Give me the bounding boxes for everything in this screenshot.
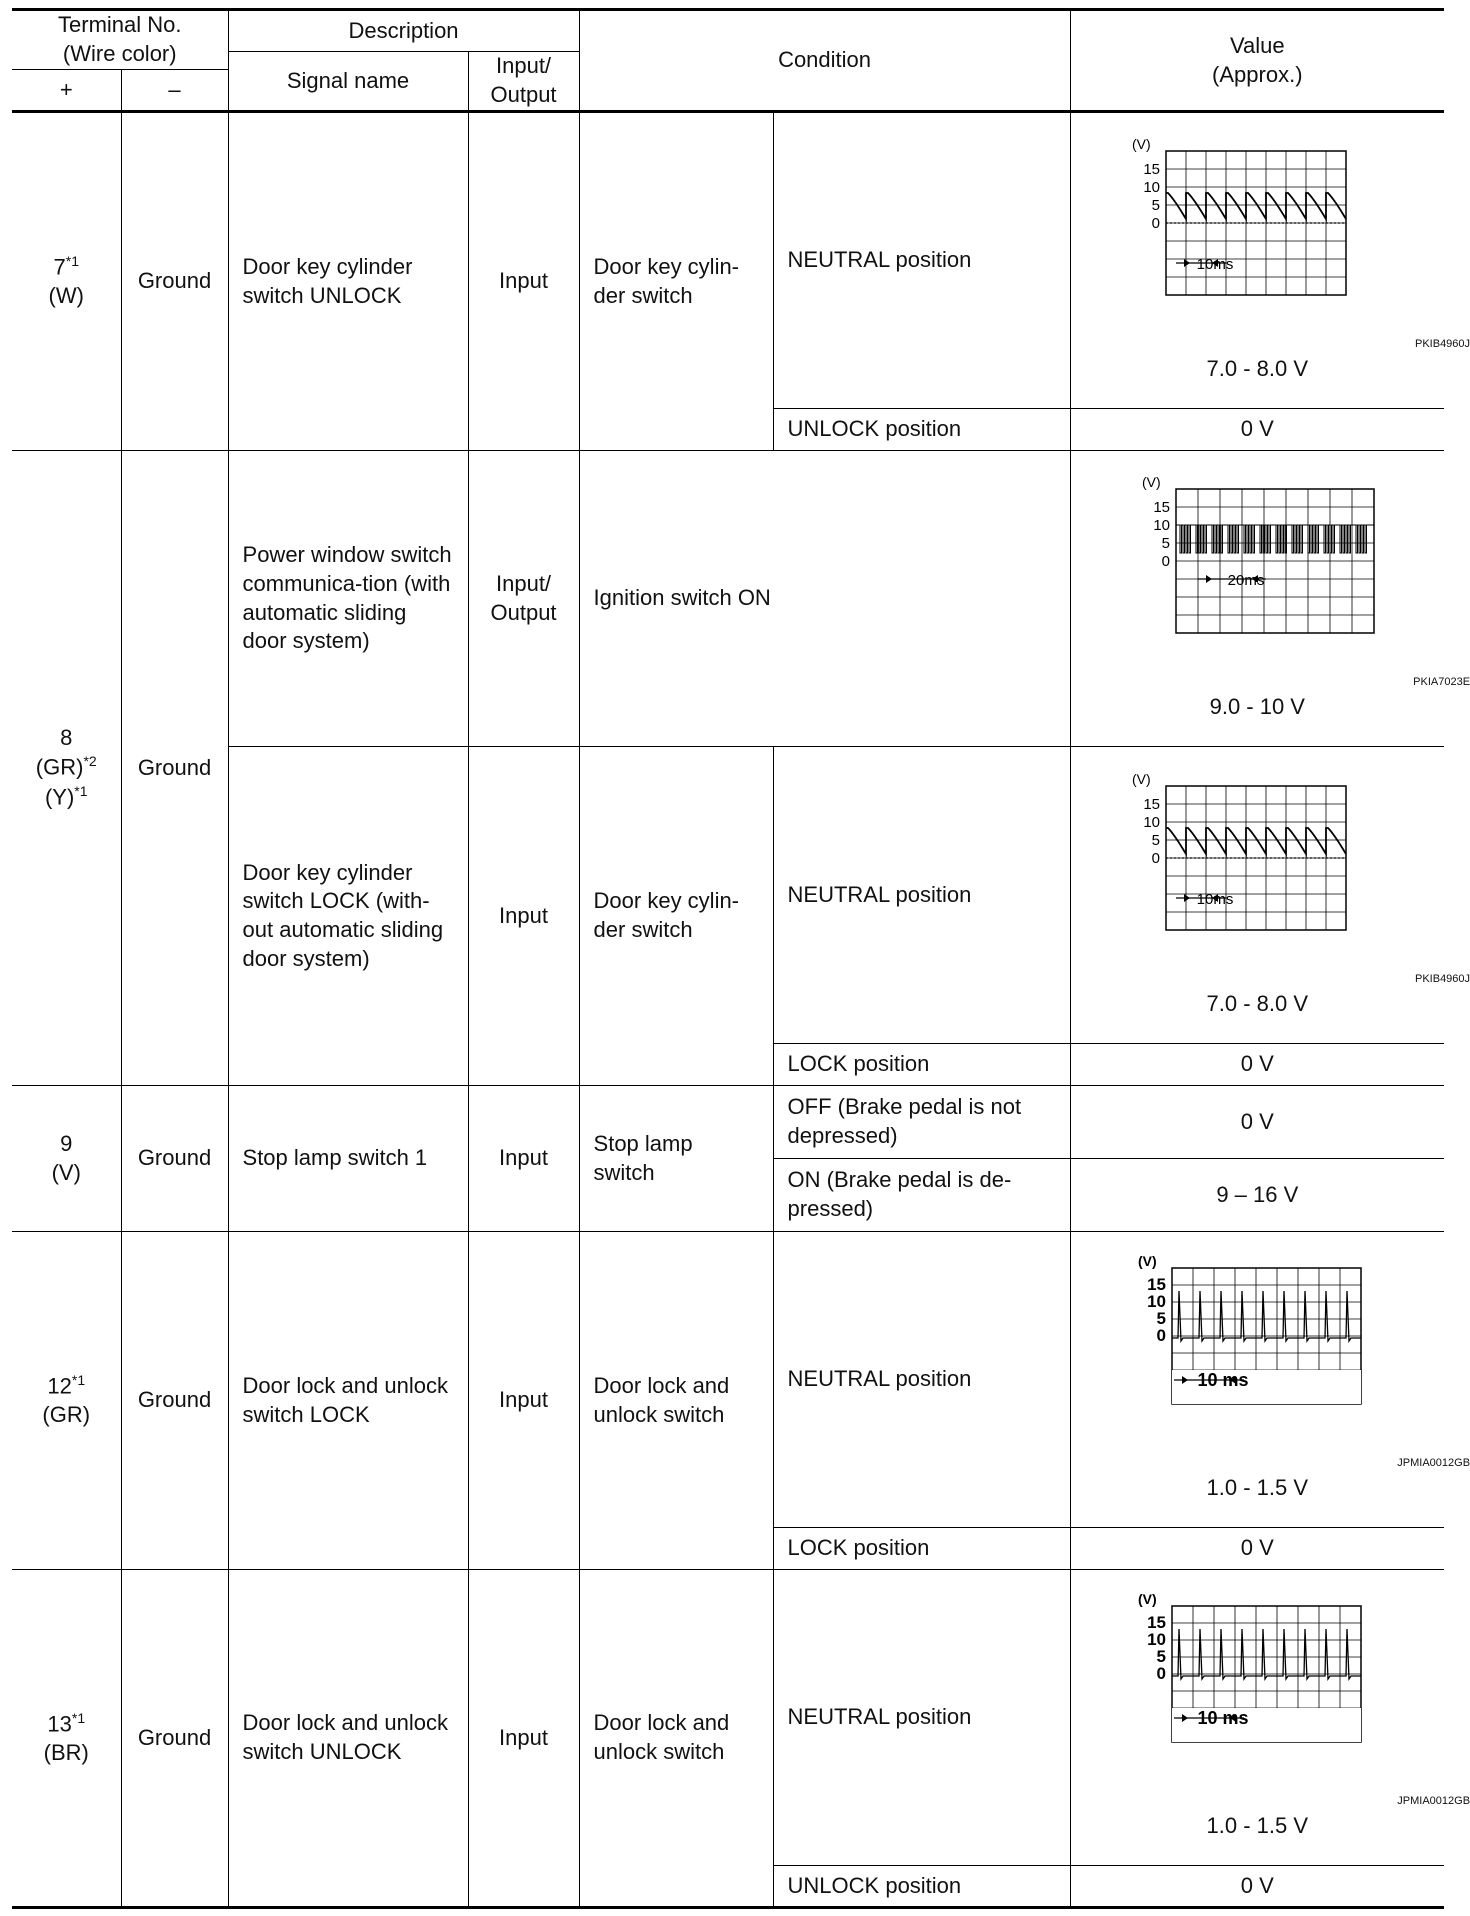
sub-condition: OFF (Brake pedal is not depressed): [773, 1086, 1070, 1159]
terminal-table: [12, 8, 1470, 1909]
header-plus: +: [12, 70, 121, 112]
waveform-trace: [1176, 525, 1374, 553]
wire-color: (GR): [42, 1402, 91, 1428]
sub-condition: LOCK position: [773, 1528, 1070, 1570]
time-scale-arrow: [1206, 575, 1212, 583]
header-value-label: Value: [1229, 32, 1285, 58]
header-signal-name: Signal name: [228, 52, 468, 112]
time-scale-label: 10 ms: [1197, 1370, 1249, 1391]
y-tick-label: 10: [1147, 1292, 1167, 1312]
sub-condition: ON (Brake pedal is de-pressed): [773, 1159, 1070, 1232]
waveform-graph: [1122, 137, 1392, 337]
condition-cell: Door key cylin-der switch: [579, 747, 773, 1086]
sub-condition: UNLOCK position: [773, 1866, 1070, 1908]
value-text: 0 V: [1070, 1866, 1444, 1908]
y-axis-unit: (V): [1142, 474, 1161, 491]
value-cell: [1070, 112, 1470, 409]
waveform-graph: [1122, 1591, 1392, 1794]
y-tick-label: 0: [1156, 1326, 1167, 1346]
condition-cell: Door key cylin-der switch: [579, 112, 773, 451]
terminal-number: 7: [53, 254, 66, 280]
waveform-graph: [1122, 475, 1392, 675]
sub-condition: NEUTRAL position: [773, 747, 1070, 1044]
signal-name: Stop lamp switch 1: [228, 1086, 468, 1232]
value-cell: [1070, 1232, 1470, 1528]
y-tick-label: 5: [1151, 197, 1161, 215]
y-tick-label: 15: [1153, 499, 1171, 517]
table-row: [12, 1086, 1444, 1159]
waveform-trace: [1166, 193, 1346, 219]
y-axis-unit: (V): [1132, 136, 1151, 153]
signal-name: Door key cylinder switch UNLOCK: [228, 112, 468, 451]
signal-name: Power window switch communica-tion (with automatic sliding door system): [228, 451, 468, 747]
table-row: [12, 112, 1444, 409]
footnote-mark: *1: [65, 253, 79, 270]
io-line1: Input/: [496, 570, 552, 596]
ground-cell: Ground: [121, 1232, 228, 1570]
value-cell: [1070, 451, 1470, 747]
ground-cell: Ground: [121, 112, 228, 451]
header-value: [1070, 10, 1444, 112]
sub-condition: NEUTRAL position: [773, 1570, 1070, 1866]
terminal-number: 13: [47, 1711, 72, 1737]
sub-condition: NEUTRAL position: [773, 112, 1070, 409]
sub-condition: UNLOCK position: [773, 409, 1070, 451]
io-cell: [468, 451, 579, 747]
y-axis-unit: (V): [1138, 1253, 1157, 1270]
footnote-mark: *1: [74, 783, 88, 800]
value-text: 0 V: [1070, 1528, 1444, 1570]
value-text: 0 V: [1070, 1044, 1444, 1086]
y-tick-label: 10: [1147, 1630, 1167, 1650]
header-terminal: [12, 10, 228, 70]
condition-cell: Door lock and unlock switch: [579, 1570, 773, 1908]
value-text: 0 V: [1070, 409, 1444, 451]
table-row: [12, 451, 1444, 747]
terminal-cell: [12, 112, 121, 451]
terminal-number: 8: [60, 724, 73, 750]
terminal-table-container: [12, 8, 1470, 1909]
signal-name: Door lock and unlock switch LOCK: [228, 1232, 468, 1570]
ground-cell: Ground: [121, 1086, 228, 1232]
y-tick-label: 0: [1151, 849, 1161, 867]
header-minus: –: [121, 70, 228, 112]
header-wire-color: (Wire color): [62, 41, 177, 66]
header-io-line2: Output: [490, 82, 557, 107]
value-text: 7.0 - 8.0 V: [1206, 990, 1309, 1016]
y-tick-label: 15: [1147, 1275, 1167, 1295]
figure-code: PKIA7023E: [1413, 676, 1470, 689]
y-tick-label: 15: [1143, 795, 1161, 813]
value-cell: [1070, 747, 1470, 1044]
y-axis-unit: (V): [1132, 770, 1151, 787]
header-value-approx: (Approx.): [1212, 61, 1303, 87]
value-text: 0 V: [1070, 1086, 1444, 1159]
y-tick-label: 5: [1156, 1647, 1167, 1667]
y-tick-label: 0: [1156, 1664, 1167, 1684]
wire-color: (BR): [43, 1739, 89, 1765]
io-cell: Input: [468, 112, 579, 451]
figure-code: JPMIA0012GB: [1397, 1457, 1470, 1470]
ground-cell: Ground: [121, 1570, 228, 1908]
table-row: [12, 1232, 1444, 1528]
terminal-cell: [12, 1232, 121, 1570]
table-row: [12, 1570, 1444, 1866]
footnote-mark: *1: [71, 1372, 86, 1389]
header-condition: Condition: [579, 10, 1070, 112]
terminal-number: 12: [47, 1373, 72, 1399]
terminal-cell: [12, 451, 121, 1086]
ground-cell: Ground: [121, 451, 228, 1086]
waveform-trace: [1172, 1291, 1361, 1341]
condition-cell: Stop lamp switch: [579, 1086, 773, 1232]
io-cell: Input: [468, 1232, 579, 1570]
y-tick-label: 10: [1143, 813, 1161, 831]
time-scale-arrow: [1184, 259, 1190, 267]
terminal-cell: [12, 1570, 121, 1908]
sub-condition: LOCK position: [773, 1044, 1070, 1086]
terminal-cell: [12, 1086, 121, 1232]
y-tick-label: 15: [1143, 161, 1161, 179]
header-io-line1: Input/: [496, 53, 552, 79]
y-tick-label: 5: [1156, 1309, 1167, 1329]
y-tick-label: 5: [1161, 535, 1171, 553]
value-text: 1.0 - 1.5 V: [1206, 1475, 1309, 1501]
io-cell: Input: [468, 747, 579, 1086]
value-text: 1.0 - 1.5 V: [1206, 1813, 1309, 1839]
y-tick-label: 0: [1161, 553, 1171, 571]
y-tick-label: 15: [1147, 1613, 1167, 1633]
signal-name: Door lock and unlock switch UNLOCK: [228, 1570, 468, 1908]
terminal-number: 9: [60, 1130, 73, 1156]
y-tick-label: 5: [1151, 831, 1161, 849]
io-cell: Input: [468, 1570, 579, 1908]
value-cell: [1070, 1570, 1470, 1866]
figure-code: PKIB4960J: [1415, 972, 1470, 985]
io-line2: Output: [490, 599, 557, 625]
time-scale-label: 20ms: [1227, 572, 1265, 590]
wire-color: (GR): [35, 754, 84, 780]
waveform-trace: [1166, 828, 1346, 854]
y-tick-label: 0: [1151, 215, 1161, 233]
figure-code: JPMIA0012GB: [1397, 1795, 1470, 1808]
time-scale-label: 10ms: [1196, 256, 1234, 274]
header-terminal-no: Terminal No.: [58, 12, 182, 38]
value-text: 9 – 16 V: [1070, 1159, 1444, 1232]
waveform-trace: [1172, 1629, 1361, 1679]
signal-name: Door key cylinder switch LOCK (with-out automatic sliding door system): [228, 747, 468, 1086]
header-description: Description: [228, 10, 579, 52]
y-tick-label: 10: [1143, 179, 1161, 197]
time-scale-label: 10 ms: [1197, 1708, 1249, 1729]
wire-color: (W): [48, 283, 84, 309]
footnote-mark: *2: [83, 753, 97, 770]
waveform-graph: [1122, 1253, 1392, 1456]
time-scale-arrow: [1184, 894, 1190, 902]
wire-color: (V): [51, 1159, 81, 1185]
waveform-graph: [1122, 772, 1392, 972]
y-axis-unit: (V): [1138, 1591, 1157, 1608]
io-cell: Input: [468, 1086, 579, 1232]
figure-code: PKIB4960J: [1415, 338, 1470, 351]
value-text: 9.0 - 10 V: [1209, 694, 1305, 720]
value-text: 7.0 - 8.0 V: [1206, 356, 1309, 382]
wire-color: (Y): [44, 784, 75, 810]
time-scale-label: 10ms: [1196, 890, 1234, 908]
condition-cell: Door lock and unlock switch: [579, 1232, 773, 1570]
sub-condition: NEUTRAL position: [773, 1232, 1070, 1528]
condition-cell: Ignition switch ON: [579, 451, 1070, 747]
header-input-output: [468, 52, 579, 112]
y-tick-label: 10: [1153, 517, 1171, 535]
footnote-mark: *1: [71, 1709, 86, 1726]
